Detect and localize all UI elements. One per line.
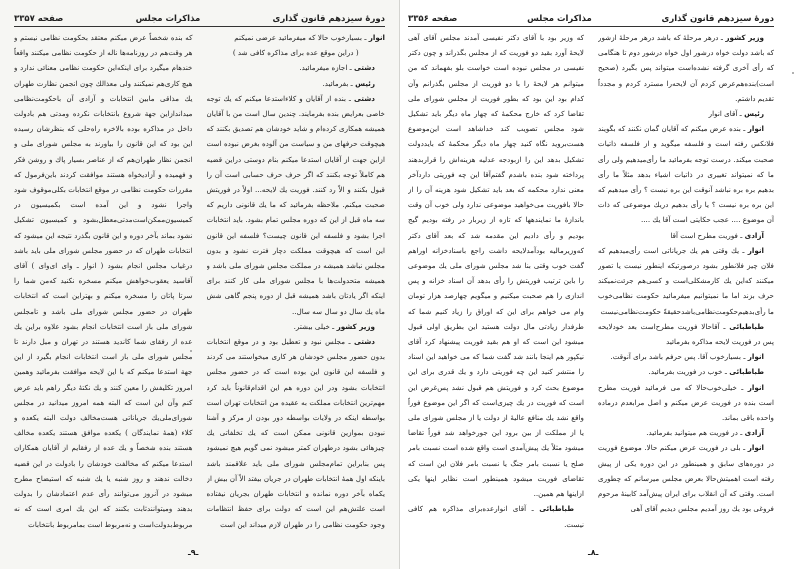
paragraph: که بنده شخصاً عرض میکنم معتقد بحکومت نظامی نیستم و هر وقت‌هم در روزنامه‌ها ناله از حکومت نظامی میکنند واقعاً خندهام میگیرد برای اینکه‌این حکومت نظامی معنائی ندارد و هیچ کاری‌هم نمیکنند ولی معذالك چون انجمن نظارت طهران یك مذاقی مابین انتخابات و آزادی آن باحکومت‌نظامی میداند‌ازاین جهة شروع بانتخابات نکرده ومدتی هم بادولت داخل در مذاکره بوده بالاخره راه‌حلی که بنظرشان رسیده این بود که این قانون را بیاورند به مجلس شورای ملی و انجمن نظار طهران‌هم که از عناصر بسیار پاك و روشن فکر و فهمیده و آزادیخواه هستند موافقت کردند باین‌فرمول که مقررات حکومت نظامی در موقع انتخابات بکلی‌موقوف شود واجرا نشود و این آمده است بکمیسیون در کمیسیون‌ممکن‌است‌مدتی‌معطل‌بشود و کمیسیون تشکیل نشود بماند بآخر دوره و این قانون بگذرد نتیجه این میشود که انتخابات طهران که در حضور مجلس شورای ملی باید باشد درغیاب مجلس انجام بشود ( انوار ـ وای ای‌وای ) آقای آقاسید یعقوب‌خواهش میکنم مسخره نکنید که‌من شما را سرتا پاتان را مسخره میکنم و بهتراین است که انتخابات طهران در حضور مجلس شورای ملی باشد و تامجلس شورای ملی باز است انتخابات انجام بشود علاوه براین یك عده از رفقای شما کاندید هستند در تهران و میل دارند تا مجلس شورای ملی باز است انتخابات انجام بگیرد از این جهة استدعا میکنم که با این لایحه موافقت بفرمائید وهمین امروز تکلیفش را معین کنند و یك نکتهٔ دیگر راهم باید عرض کنم وآن این است که البته همه امروز میدانید در مجلس شورای‌ملی‌یك جریاناتی هست‌مخالف دولت البته یکعده و کلاء (همهٔ نمایندگان ) یکعده موافق هستند یکعده مخالف هستند بنده شخصاً و یك عده از رفقایم از آقایان همکاران استدعا میکنم که مخالفت خودشان را بادولت در این قضیه دخالت ندهند و روز شنبه یا یك شنبه که استیضاح مطرح میشود در آنروز می‌توانند رأی عدم اعتمادشان را بدولت بدهند ومیتوانندثابت بکنند که این یك امری است که نه مربوط‌بدولت‌است و نه‌مربوط است بمامربوط بانتخابات [14,33,193,529]
paragraph: دشتی ـ اجازه میفرمائید. [299,63,375,73]
header-period: دورهٔ سیزدهم قانون گذاری [661,14,774,24]
column-left [408,30,584,537]
paragraph: انوار ـ بنده عرض میکنم که آقایان گمان نکنند که بگویند فلانکس رفته است و فلسفه میگوید و از فلسفه ذاتیات صحبت میکند. درست توجه بفرمائید ما رأی‌میدهیم ولی رأی ما که نمیتواند تغییری در ذاتیات اشیاء بدهد مثلاً ما رأی بدهیم بره بره نباشد آنوقت این بره نیست ؟ رأی میدهیم که این بره بره نیست ؟ یا رأی بدهیم دریك موضوعی که ذات آن موضوع .... عجب حکایتی است آقا یك .... [598,124,774,225]
speck [190,350,192,352]
header-period: دورهٔ سیزدهم قانون گذاری [272,14,385,24]
speaker: وزیر کشور [336,321,375,331]
paragraph: دشتی ـ مجلس نبود و تعطیل بود و در موقع انتخابات بدون حضور مجلس خودشان هر کاری میخواستند می کردند و فلسفه این قانون این بوده است که در حضور مجلس انتخابات بشود ودر این دوره هم این اقدام‌قانوناً باید کرد مهم‌ترین انتخابات مملکت به عقیده من انتخابات تهران است بواسطه اینکه در ولایات بواسطه دور بودن از مرکز و آشنا نبودن بموازین قانونی ممکن است که یك تخلفاتی یك چیزهائی بشود درطهران کمتر میشود نمی گویم هیچ نمیشود پس بنابراین تمام‌مجلس شورای ملی باید علاقمند باشد باینکه اول همهٔ انتخابات طهران در جریان بیفتد الاّ آن بیش از یکماه بآخر دوره نمانده و انتخابات طهران بجریان نیفتاده است علتش‌هم این است که دولت برای حفظ انتظامات وجود حکومت نظامی را در طهران لازم میداند این است [206,337,385,529]
speaker: دشتی [354,63,375,73]
page-number: ـ۹ـ [188,548,199,557]
speaker: انوار [747,382,764,392]
paragraph: رئیس ـ بفرمائید. [322,78,375,88]
paragraph: وزیر کشور ـ درهر مرحلهٔ که باشد درهر مرحلهٔ ازشور که باشد دولت خواه درشور اول خواه درشور دوم تا هنگامی که رأی آخری گرفته نشده‌است میتواند پس بگیرد (صحیح است)بنده‌هم‌عرض کردم آن لایحه‌را مسترد کردم و مجدداً تقدیم داشتم. [598,33,774,103]
speaker: وزیر کشور [725,33,764,42]
speck [792,72,794,74]
paragraph: طباطبائی ـ آقای انوارعده‌برای مذاکره هم کافی نیست. [408,504,584,529]
speaker: آزادی [744,428,764,438]
speaker: دشتی [354,337,375,347]
speaker: طباطبائی [729,321,764,331]
paragraph: وزیر کشور ـ خیلی بیشتر. [293,321,375,331]
paragraph: طباطبائی ـ خوب در فوریت بفرمائید. [648,367,764,377]
column-right [598,30,774,537]
speaker: انوار [747,245,764,255]
paragraph: دشتی ـ بنده از آقایان و کلاءاستدعا میکنم که یك توجه خاصی بعرایض بنده بفرمایند. چندین سال است من با آقایان همیشه همکاری کرده‌ام و شاید خودشان هم تصدیق بکنند که هیچوقت حرفهای من و سیاست من آلوده بغرض نبوده است ازاین جهت از آقایان استدعا میکنم بنام دوستی دراین قضیه هم کاملاً توجه بکنند که اگر حرف حرف حسابی است آن را قبول بکنند و الاّ رد کنند. فوریت یك لایحه... اولاً در فوریتش صحبت میکنم. ملاحظه بفرمائید که ما یك قانونی داریم که سه ماه قبل از این که دوره مجلس تمام بشود. باید انتخابات اجرا بشود و فلسفه این قانون چیست؟ فلسفه این قانون این است که هیچوقت مملکت دچار فترت نشود و بدون مجلس نباشد همیشه در مملکت مجلس شورای ملی باشد و همیشه متحدولت‌ها با مجلس شورای ملی کار کنند برای اینکه اگر یادتان باشد همیشه قبل از دوره پنجم گاهی شش ماه یك سال دو سال سه سال.. [206,93,385,316]
paragraph: انوار ـ بسیارخوب آقا. پس حرفم باشد برای آنوقت. [610,352,764,362]
paragraph: که وزیر بود با آقای دکتر نفیسی آمدند مجلس آقای آهی لایحهٔ آورد بقید دو فوریت که از مجلس بگذراند و چون دکتر نفیسی در مجلس نبوده است خواست بلو بفهماند که من میتوانم هر لایحهٔ را با دو فوریت از مجلس بگذرانم وآن کدام بود این بود که بطور فوریت از مجلس شورای ملی تقاضا کرد که خارج محکمهٔ که چهار ماه دیگر باید تشکیل شود مجلس تصویب کند خداشاهد است این‌موضوع هست‌بروید نگاه کنید چهار ماه دیگر محکمهٔ که باید‌دولت تشکیل بدهد این را ازبودجه عدلیه هزینه‌اش را قرار‌بدهند پرداخته شود بنده باشدم گفتم‌آقا این چه فوریتی دارد‌آخر معنی ندارد محکمه که بعد باید تشکیل شود هزینه آن را از حالا بافوریت می‌خواهید موضوعی ندارد ولی خوب آن وقت باندازهٔ ما نمایندهها که تازه از زیربار در رفته بودیم گیج بودیم و رأی دادیم این مقدمه شد که بعد آقای دکتر که‌وزیرمالیه بودآمد‌لایحه داشت راجع باسناد‌خزانه اوراهم گفت خوب وقتی بنا شد مجلس شورای ملی یك موضوعی را باین ترتیب فوریتش را رأی بدهد آن اسناد خزانه و پس اندازی را هم صحبت میکنیم و میگویم چهارصد هزار تومان وام می خواهم برای این که اوراق را زیاد کنیم شما که طرفدار زیادتی مال دولت هستید این بطریق اولی قبول میشود این است که او هم بقید فوریت پیشنهاد کرد آقای نیکپور هم اینجا بانند شد گفت شما که می خواهید این اسناد را منتشر کنید این چه فوریتی دارد و یك قدری برای این موضوع بحث کرد و فوریتش هم قبول نشد پس‌غرض این است که فوریت در یك چیزی‌است که اگر این موضوع فوراً واقع نشد یك منافع عالیهٔ از دولت یا از مجلس شورای ملی یا از مملکت از بین برود این جورخواهد شد فوراً تقاضا میشود مثلاً یك پیش‌آمدی است واقع شده است نسبت بامر صلح یا نسبت بامر جنگ یا نسبت بامر فلان این است که تقاضای فوریت میشود همینطور است نظایر اینها یکی ازاینها هم همین.. [408,33,584,499]
column-right [207,30,386,537]
paragraph: رئیس ـ آقای انوار [708,109,764,119]
paragraph: انوار ـ یك وقتی هم یك جریاناتی است رأی‌میدهیم که فلان چیز فلانطور بشود درصورتیکه اینطور نیست یا تصور میکنند که‌این یك کارمشکلی‌است و کسی‌هم جرئت‌نمیکند حرف بزند اما ما نمیتوانیم میفرمائید حکومت نظامی‌خوب ما رأی‌بدهیم‌حکومت‌نظامی‌باشدحقیقةً حکومت‌نظامی‌نیست [598,245,774,316]
text-columns [408,30,774,537]
speaker: رئیس [744,109,764,119]
header-title: مذاکرات مجلس [527,14,592,24]
paragraph: انوار ـ بسیارخوب حالا که میفرمائید عرضی نمیکنم [234,33,385,42]
page-number: ـ۸ـ [588,548,599,557]
speaker: رئیس [355,78,375,88]
text-columns [14,30,385,537]
paragraph: آزادی ـ فوریت مطرح است آقا [670,230,764,240]
page-header [14,8,385,27]
header-page-label: صفحه ۳۳۵۶ [408,14,458,24]
speaker: انوار [747,124,764,134]
column-left [14,30,193,537]
speaker: آزادی [744,230,764,240]
speaker: انوار [747,352,764,362]
speaker: انوار [747,443,764,453]
header-page-label: صفحه ۳۳۵۷ [14,14,64,24]
speaker: دشتی [354,93,375,103]
paragraph: انوار ـ خیلی‌خوب‌حالا که می فرمائید فوریت مطرح است بنده در فوریت عرض میکنم و اصل مرابعدم درماده واحده باقی بماند. [598,382,774,423]
paragraph: طباطبائی ـ آقاحالا فوریت مطرح‌است بعد خودلایحه پس در فوریت لایحه مذاکره بفرمائید [598,321,774,347]
speaker: طباطبائی [539,504,574,514]
paragraph: آزادی ـ در فوریت هم میتوانید بفرمائید. [646,428,764,438]
page-3356 [400,0,800,569]
paragraph: انوار ـ بلی در فوریت عرض میکنم حالا. موضوع فوریت در دوره‌های سابق و همینطور در این دوره یکی از پیش رفته است اهمیتش‌حالا بعرض مجلس میرسانم که چطوری است. وقتی که آن انقلاب برای ایران پیش‌آمد کابینهٔ مرحوم فروغی بود یك روز آمدیم مجلس دیدیم آقای آهی [598,443,774,514]
speaker: طباطبائی [729,367,764,377]
speaker: انوار [368,33,385,42]
page-header [408,8,774,27]
header-title: مذاکرات مجلس [135,14,201,24]
paragraph: ( دراین موقع عده برای مذاکره کافی شد ) [232,48,359,58]
